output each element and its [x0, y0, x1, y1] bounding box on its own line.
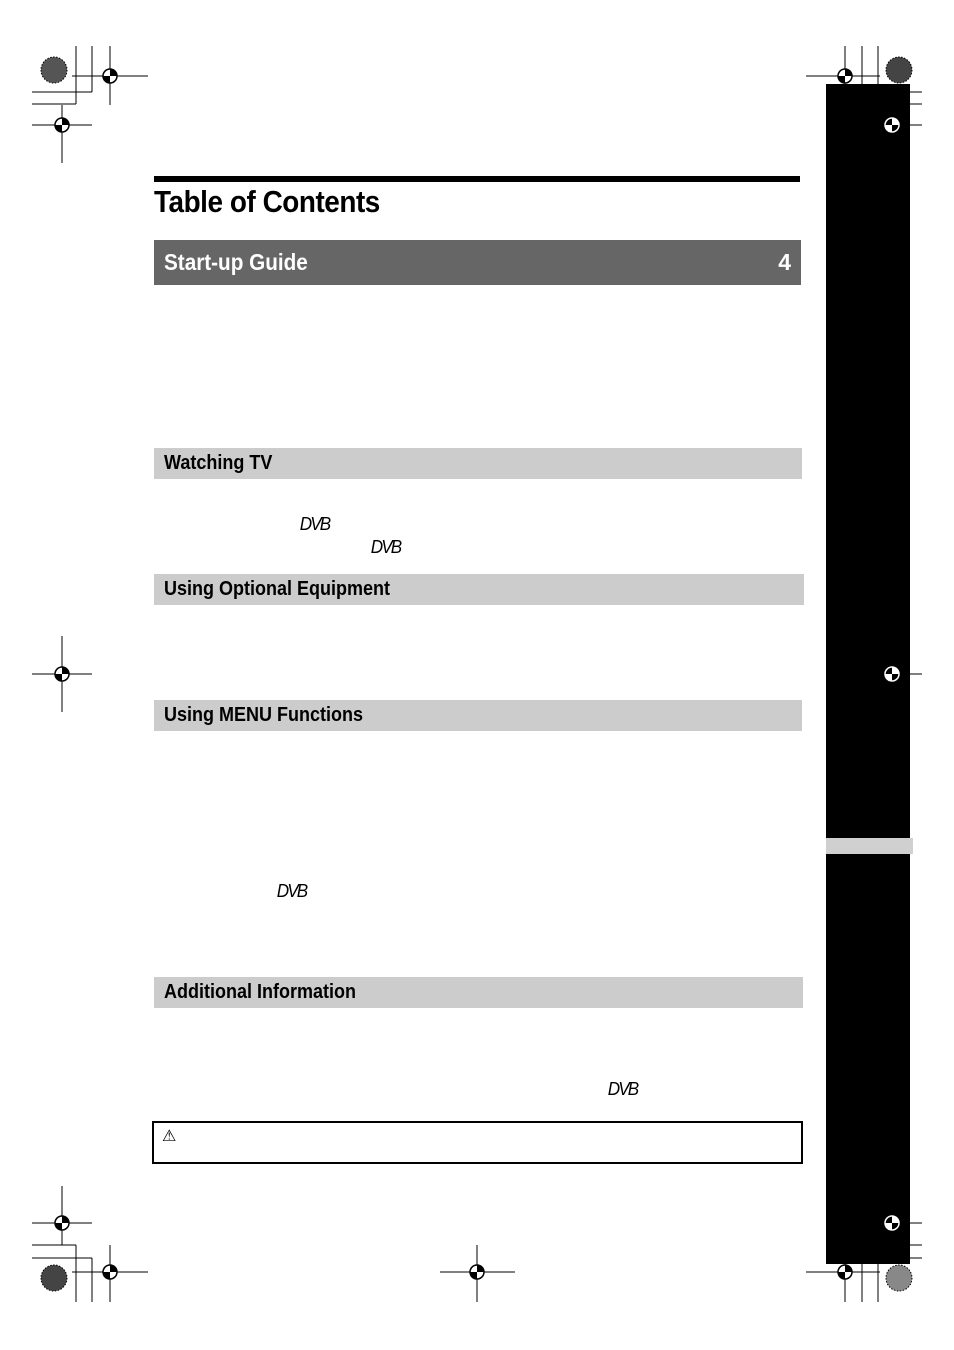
section-using-menu-functions[interactable] — [154, 700, 802, 731]
section-start-up-guide[interactable] — [154, 240, 801, 285]
warning-box — [152, 1121, 803, 1164]
section-label: Using Optional Equipment — [164, 578, 390, 600]
section-using-optional-equipment[interactable] — [154, 574, 804, 605]
dvb-logo: DVB — [276, 881, 307, 901]
section-label: Start-up Guide — [164, 249, 308, 275]
dvb-logo: DVB — [607, 1079, 638, 1099]
section-label: Watching TV — [164, 452, 273, 474]
section-watching-tv[interactable] — [154, 448, 802, 479]
section-page-number: 4 — [778, 249, 791, 275]
dvb-logo: DVB — [370, 537, 401, 557]
page-title: Table of Contents — [154, 184, 380, 219]
warning-icon: ⚠ — [162, 1128, 177, 1145]
section-additional-information[interactable] — [154, 977, 803, 1008]
section-label: Additional Information — [164, 981, 356, 1003]
section-label: Using MENU Functions — [164, 704, 363, 726]
dvb-logo: DVB — [299, 514, 330, 534]
title-rule — [154, 176, 800, 182]
